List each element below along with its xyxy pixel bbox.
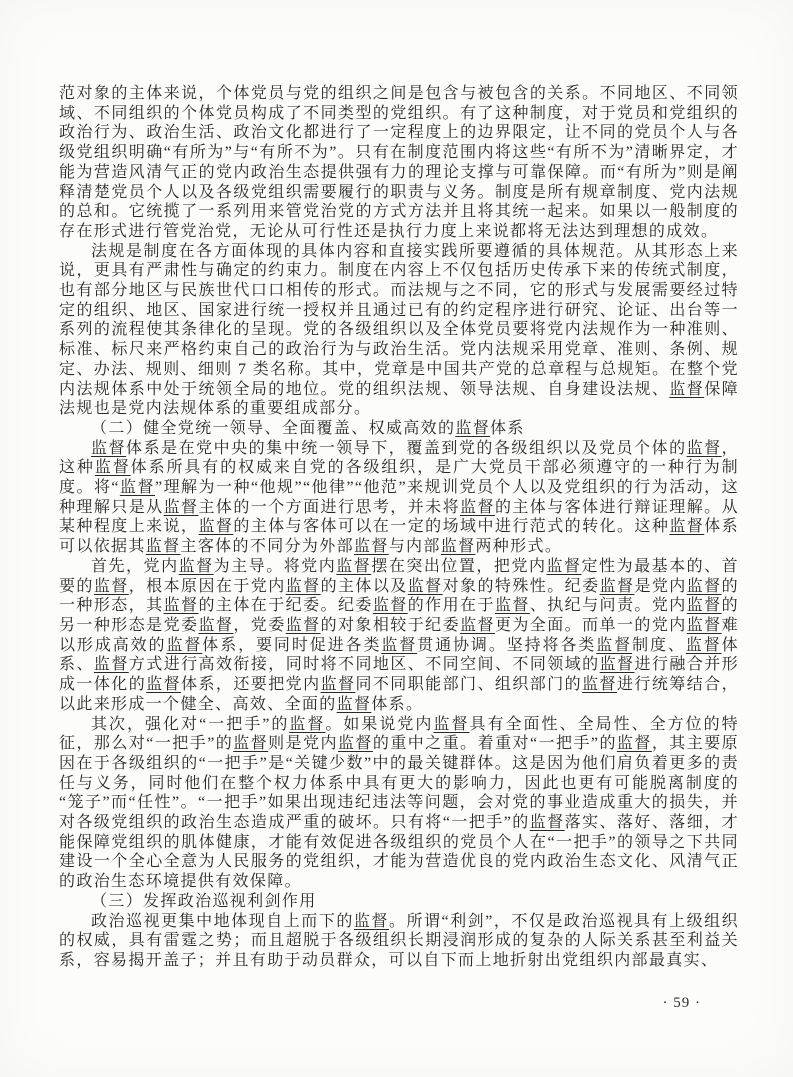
paragraph: 监督体系是在党中央的集中统一领导下，覆盖到党的各级组织以及党员个体的监督，这种监督体系所具有的权威来自党的各级组织，是广大党员干部必须遵守的一种行为制度。将“监督”理解为一种“他规”“他律”“他范”来规训党员个人以及党组织的行为活动，这种理解只是从监督主体的一个方面进行思考，并未将监督的主体与客体进行辩证理解。从某种程度上来说，监督的主体与客体可以在一定的场域中进行范式的转化。这种监督体系可以依据其监督主客体的不同分为外部监督与内部监督两种形式。	[59, 439, 740, 556]
paragraph: 政治巡视更集中地体现自上而下的监督。所谓“利剑”，不仅是政治巡视具有上级组织的权威，具有雷霆之势；而且超脱于各级组织长期浸润形成的复杂的人际关系甚至利益关系，容易揭开盖子；并且有助于动员群众，可以自下而上地折射出党组织内部最真实、	[59, 912, 739, 969]
paragraph: 法规是制度在各方面体现的具体内容和直接实践所要遵循的具体规范。从其形态上来说，更具有严肃性与确定的约束力。制度在内容上不仅包括历史传承下来的传统式制度，也有部分地区与民族世代口口相传的形式。而法规与之不同，它的形式与发展需要经过特定的组织、地区、国家进行统一授权并且通过已有的约定程序进行研究、论证、出台等一系列的流程使其条律化的呈现。党的各级组织以及全体党员要将党内法规作为一种准则、标准、标尺来严格约束自己的政治行为与政治生活。党内法规采用党章、准则、条例、规定、办法、规则、细则 7 类名称。其中，党章是中国共产党的总章程与总规矩。在整个党内法规体系中处于统领全局的地位。党的组织法规、领导法规、自身建设法规、监督保障法规也是党内法规体系的重要组成部分。	[59, 242, 740, 418]
text-column	[59, 84, 739, 971]
section-heading-3: （三）发挥政治巡视利剑作用	[91, 892, 317, 910]
paragraph: 其次，强化对“一把手”的监督。如果说党内监督具有全面性、全局性、全方位的特征，那么对“一把手”的监督则是党内监督的重中之重。着重对“一把手”的监督，其主要原因在于各级组织的“一把手”是“关键少数”中的最关键群体。这是因为他们肩负着更多的责任与义务，同时他们在整个权力体系中具有更大的影响力，因此也更有可能脱离制度的“笼子”而“任性”。“一把手”如果出现违纪违法等问题，会对党的事业造成重大的损失，并对各级党组织的政治生态造成严重的破坏。只有将“一把手”的监督落实、落好、落细，才能保障党组织的肌体健康，才能有效促进各级组织的党员个人在“一把手”的领导之下共同建设一个全心全意为人民服务的党组织，才能为营造优良的党内政治生态文化、风清气正的政治生态环境提供有效保障。	[59, 715, 740, 891]
paragraph-continuation: 范对象的主体来说，个体党员与党的组织之间是包含与被包含的关系。不同地区、不同领域、不同组织的个体党员构成了不同类型的党组织。有了这种制度，对于党员和党组织的政治行为、政治生活、政治文化都进行了一定程度上的边界限定，让不同的党员个人与各级党组织明确“有所为”与“有所不为”。只有在制度范围内将这些“有所不为”清晰界定，才能为营造风清气正的党内政治生态提供强有力的理论支撑与可靠保障。而“有所为”则是阐释清楚党员个人以及各级党组织需要履行的职责与义务。制度是所有规章制度、党内法规的总和。它统揽了一系列用来管党治党的方式方法并且将其统一起来。如果以一般制度的存在形式进行管党治党，无论从可行性还是执行力度上来说都将无法达到理想的成效。	[59, 85, 739, 240]
section-heading-2: （二）健全党统一领导、全面覆盖、权威高效的监督体系	[91, 419, 525, 437]
paragraph: 首先，党内监督为主导。将党内监督摆在突出位置，把党内监督定性为最基本的、首要的监督，根本原因在于党内监督的主体以及监督对象的特殊性。纪委监督是党内监督的一种形态，其监督的主体在于纪委。纪委监督的作用在于监督、执纪与问责。党内监督的另一种形态是党委监督，党委监督的对象相较于纪委监督更为全面。而单一的党内监督难以形成高效的监督体系，要同时促进各类监督贯通协调。坚持将各类监督制度、监督体系、监督方式进行高效衔接，同时将不同地区、不同空间、不同领域的监督进行融合并形成一体化的监督体系，还要把党内监督同不同职能部门、组织部门的监督进行统筹结合，以此来形成一个健全、高效、全面的监督体系。	[59, 557, 740, 713]
page-number: · 59 ·	[662, 995, 701, 1011]
